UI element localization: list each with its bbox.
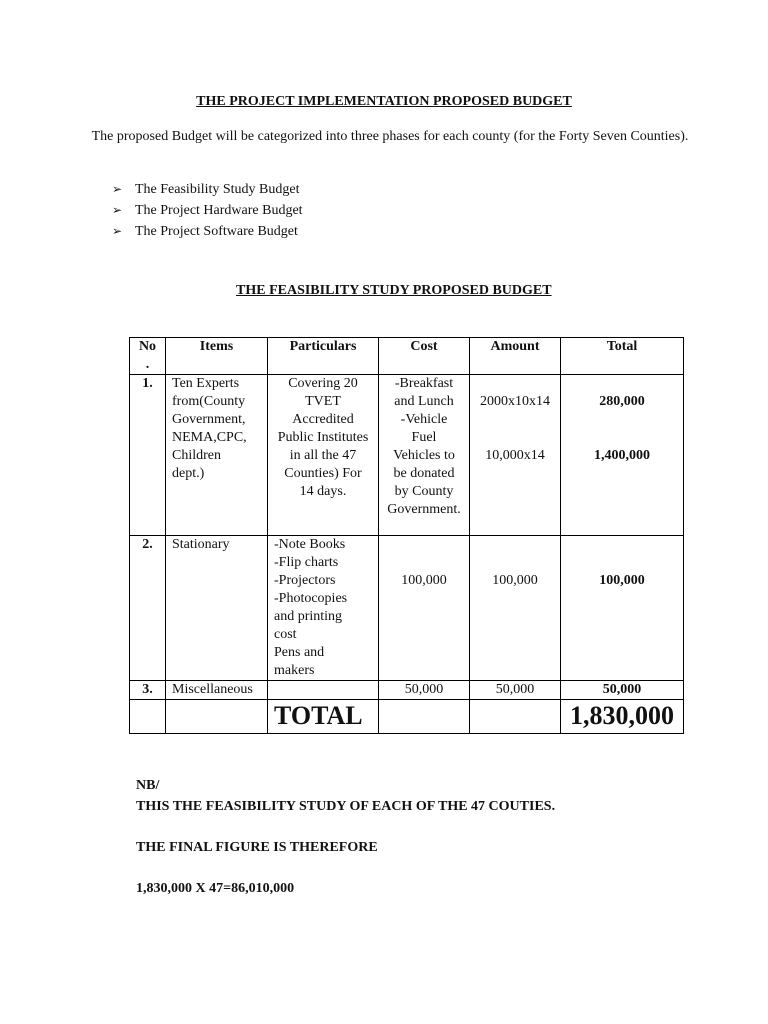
- empty-cell: [166, 700, 268, 734]
- table-header-row: [130, 338, 684, 375]
- row-total-value: 100,000: [599, 573, 645, 588]
- amount-breakfast: 2000x10x14: [480, 394, 550, 409]
- row-items: Stationary: [166, 536, 268, 681]
- arrowhead-bullet-icon: ➢: [112, 224, 123, 238]
- list-item-text: The Project Hardware Budget: [135, 203, 303, 218]
- list-item: [112, 221, 303, 242]
- header-no: No .: [130, 338, 166, 375]
- grand-total-value: 1,830,000: [561, 700, 684, 734]
- arrowhead-bullet-icon: ➢: [112, 203, 123, 217]
- row-items: Ten Experts from(County Government, NEMA,CPC, Children dept.): [166, 375, 268, 536]
- row-amount: [470, 536, 561, 681]
- list-item-text: The Project Software Budget: [135, 224, 298, 239]
- total-label: TOTAL: [268, 700, 379, 734]
- table-row: [130, 681, 684, 700]
- empty-cell: [379, 700, 470, 734]
- row-particulars: -Note Books -Flip charts -Projectors -Photocopies and printing cost Pens and makers: [268, 536, 379, 681]
- section-title: THE FEASIBILITY STUDY PROPOSED BUDGET: [236, 283, 552, 298]
- row-total: 50,000: [561, 681, 684, 700]
- header-items: Items: [166, 338, 268, 375]
- note-line: THE FINAL FIGURE IS THEREFORE: [136, 840, 378, 855]
- row-number: 1.: [130, 375, 166, 536]
- row-cost: [379, 536, 470, 681]
- phase-list: [112, 179, 303, 242]
- row-cost: -Breakfast and Lunch -Vehicle Fuel Vehicles to be donated by County Government.: [379, 375, 470, 536]
- empty-cell: [130, 700, 166, 734]
- notes-block: [136, 775, 555, 899]
- note-line: THIS THE FEASIBILITY STUDY OF EACH OF THE 47 COUTIES.: [136, 799, 556, 814]
- row-amount-value: 100,000: [492, 573, 538, 588]
- list-item: [112, 200, 303, 221]
- row-total: [561, 536, 684, 681]
- row-number: 2.: [130, 536, 166, 681]
- list-item-text: The Feasibility Study Budget: [135, 182, 300, 197]
- header-cost: Cost: [379, 338, 470, 375]
- row-particulars: [268, 681, 379, 700]
- header-particulars: Particulars: [268, 338, 379, 375]
- row-amount: [470, 375, 561, 536]
- table-row: [130, 375, 684, 536]
- header-amount: Amount: [470, 338, 561, 375]
- final-figure: 1,830,000 X 47=86,010,000: [136, 881, 295, 896]
- row-number: 3.: [130, 681, 166, 700]
- nb-label: NB/: [136, 778, 160, 793]
- row-cost-value: 100,000: [401, 573, 447, 588]
- table-row: [130, 536, 684, 681]
- total-breakfast: 280,000: [599, 394, 645, 409]
- list-item: [112, 179, 303, 200]
- row-total: [561, 375, 684, 536]
- row-items: Miscellaneous: [166, 681, 268, 700]
- table-total-row: [130, 700, 684, 734]
- row-amount: 50,000: [470, 681, 561, 700]
- amount-vehicle: 10,000x14: [485, 448, 545, 463]
- budget-table: [129, 337, 684, 734]
- total-vehicle: 1,400,000: [594, 448, 650, 463]
- empty-cell: [470, 700, 561, 734]
- page-title: THE PROJECT IMPLEMENTATION PROPOSED BUDGET: [196, 94, 572, 109]
- row-cost: 50,000: [379, 681, 470, 700]
- intro-paragraph: The proposed Budget will be categorized into three phases for each county (for the Forty Seven Counties).: [91, 129, 689, 144]
- row-particulars: Covering 20 TVET Accredited Public Institutes in all the 47 Counties) For 14 days.: [268, 375, 379, 536]
- arrowhead-bullet-icon: ➢: [112, 182, 123, 196]
- header-total: Total: [561, 338, 684, 375]
